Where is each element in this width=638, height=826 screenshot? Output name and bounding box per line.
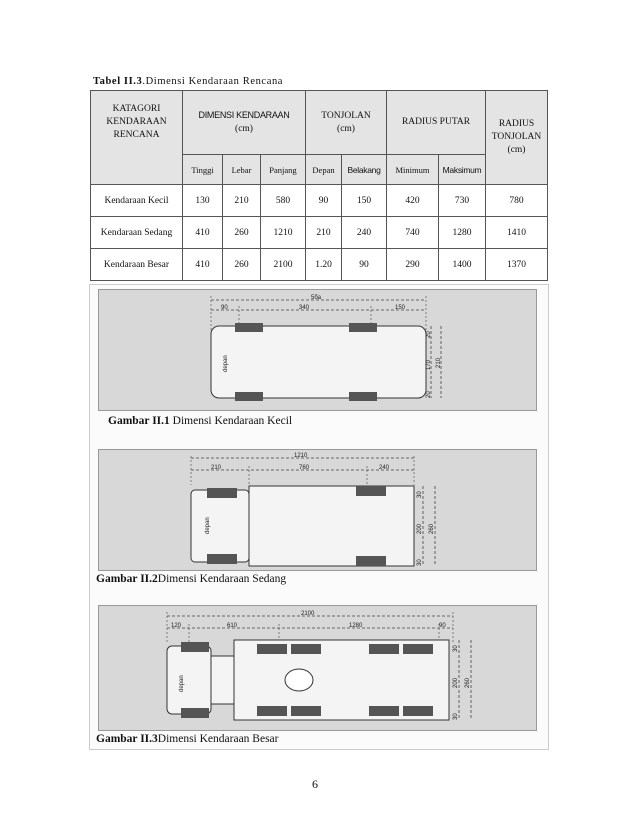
vehicle-cab <box>191 490 249 562</box>
wheel <box>291 706 321 716</box>
table-row <box>91 217 548 249</box>
wheel <box>356 556 386 566</box>
wheel <box>291 644 321 654</box>
small-vehicle-drawing <box>99 290 536 410</box>
cell: 580 <box>261 185 306 217</box>
dim-side-3: 30 <box>417 559 423 566</box>
cell: 780 <box>486 185 548 217</box>
subheader-panjang: Panjang <box>261 155 306 185</box>
dim-side-total: 260 <box>465 677 471 688</box>
dim-top-1: 210 <box>211 465 222 471</box>
dim-total: 2100 <box>301 611 315 617</box>
dim-top-3: 150 <box>395 305 406 311</box>
dim-top-1: 120 <box>171 623 182 629</box>
cell: 90 <box>306 185 342 217</box>
figure-small-vehicle <box>98 289 537 411</box>
figure-caption-3: Gambar II.3Dimensi Kendaraan Besar <box>96 733 279 745</box>
vehicle-body <box>211 326 426 398</box>
cell: 410 <box>183 217 223 249</box>
cell: 410 <box>183 249 223 281</box>
row-name: Kendaraan Besar <box>91 249 183 281</box>
dim-side-2: 170 <box>426 359 432 370</box>
subheader-maksimum: Maksimum <box>439 155 486 185</box>
cell: 1400 <box>439 249 486 281</box>
wheel <box>349 392 377 401</box>
dim-top-1: 90 <box>221 305 228 311</box>
wheel <box>235 392 263 401</box>
header-tonjolan: TONJOLAN (cm) <box>306 91 387 155</box>
subheader-tinggi: Tinggi <box>183 155 223 185</box>
cell: 1410 <box>486 217 548 249</box>
front-label: depan <box>179 675 185 692</box>
medium-vehicle-drawing <box>99 450 536 570</box>
wheel <box>257 706 287 716</box>
figure-caption-2: Gambar II.2Dimensi Kendaraan Sedang <box>96 573 287 585</box>
kingpin <box>285 669 313 691</box>
wheel <box>181 708 209 718</box>
cell: 150 <box>342 185 387 217</box>
wheel <box>369 644 399 654</box>
table-caption <box>93 76 283 87</box>
dim-top-2: 340 <box>299 305 310 311</box>
figure-medium-vehicle <box>98 449 537 571</box>
cell: 290 <box>387 249 439 281</box>
subheader-depan: Depan <box>306 155 342 185</box>
dim-top-2: 610 <box>227 623 238 629</box>
wheel <box>207 488 237 498</box>
cell: 130 <box>183 185 223 217</box>
wheel <box>369 706 399 716</box>
dim-side-1: 30 <box>453 645 459 652</box>
vehicle-tractor <box>167 646 211 714</box>
page-number: 6 <box>312 777 318 791</box>
cell: 240 <box>342 217 387 249</box>
dim-total: 5ба <box>311 295 321 301</box>
subheader-belakang: Belakang <box>342 155 387 185</box>
cell: 260 <box>223 249 261 281</box>
cell: 1210 <box>261 217 306 249</box>
cell: 1280 <box>439 217 486 249</box>
dim-top-4: 90 <box>439 623 446 629</box>
header-dimensi: DIMENSI KENDARAAN (cm) <box>183 91 306 155</box>
wheel <box>356 486 386 496</box>
table-caption-text: .Dimensi Kendaraan Rencana <box>142 76 284 87</box>
row-name: Kendaraan Kecil <box>91 185 183 217</box>
table-caption-label: Tabel II.3 <box>93 76 143 87</box>
dim-side-total: 260 <box>429 523 435 534</box>
front-label: depan <box>223 355 229 372</box>
vehicle-figures <box>89 284 549 750</box>
wheel <box>257 644 287 654</box>
vehicle-dimension-table <box>90 90 548 281</box>
cell: 1.20 <box>306 249 342 281</box>
header-kategori: KATAGORI KENDARAAN RENCANA <box>91 91 183 185</box>
dim-side-3: 20 <box>426 391 432 398</box>
cell: 210 <box>223 185 261 217</box>
dim-top-3: 1280 <box>349 623 363 629</box>
dim-side-1: 20 <box>426 331 432 338</box>
figure-caption-1: Gambar II.1 Dimensi Kendaraan Kecil <box>108 415 293 427</box>
dim-side-2: 200 <box>453 677 459 688</box>
dim-top-2: 760 <box>299 465 310 471</box>
dim-side-2: 200 <box>417 523 423 534</box>
header-radius-tonjolan: RADIUS TONJOLAN (cm) <box>486 91 548 185</box>
wheel <box>207 554 237 564</box>
wheel <box>403 706 433 716</box>
header-radius-putar: RADIUS PUTAR <box>387 91 486 155</box>
cell: 420 <box>387 185 439 217</box>
wheel <box>235 323 263 332</box>
dim-top-3: 240 <box>379 465 390 471</box>
cell: 210 <box>306 217 342 249</box>
row-name: Kendaraan Sedang <box>91 217 183 249</box>
dim-side-total: 210 <box>436 357 442 368</box>
cell: 730 <box>439 185 486 217</box>
dim-total: 1210 <box>294 453 308 459</box>
vehicle-body <box>249 486 414 566</box>
wheel <box>349 323 377 332</box>
table-row <box>91 185 548 217</box>
subheader-minimum: Minimum <box>387 155 439 185</box>
front-label: depan <box>205 517 211 534</box>
dim-side-3: 30 <box>453 713 459 720</box>
wheel <box>403 644 433 654</box>
table-row <box>91 249 548 281</box>
cell: 2100 <box>261 249 306 281</box>
cell: 90 <box>342 249 387 281</box>
large-vehicle-drawing <box>99 606 536 730</box>
cell: 260 <box>223 217 261 249</box>
cell: 1370 <box>486 249 548 281</box>
wheel <box>181 642 209 652</box>
cell: 740 <box>387 217 439 249</box>
figure-large-vehicle <box>98 605 537 731</box>
subheader-lebar: Lebar <box>223 155 261 185</box>
dim-side-1: 30 <box>417 491 423 498</box>
